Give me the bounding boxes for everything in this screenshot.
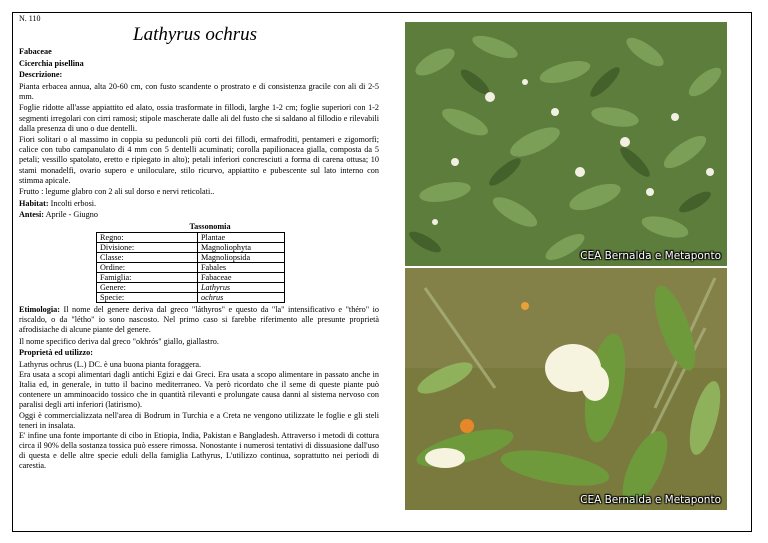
uses-paragraph: Oggi è commercializzata nell'area di Bodrum in Turchia e a Creta ne vengono utilizzate le foglie e gli steli teneri in insalata. bbox=[19, 410, 379, 430]
bloom-line bbox=[19, 210, 379, 220]
table-row bbox=[97, 253, 285, 263]
description-heading: Descrizione: bbox=[19, 70, 63, 80]
taxonomy-value: Magnoliopsida bbox=[198, 253, 285, 263]
table-row bbox=[97, 233, 285, 243]
taxonomy-value: Magnoliophyta bbox=[198, 243, 285, 253]
taxonomy-rank: Famiglia: bbox=[97, 273, 198, 283]
uses-paragraph: E' infine una fonte importante di cibo in Etiopia, India, Pakistan e Bangladesh. Attraverso i metodi di cottura circa il 90% della sostanza tossica può essere rimossa. Nonostante i numerosi tentativi di dissuasione dall'uso di questa e delle altre specie eduli della famiglia Lathyrus, L'utilizzo continua, soprattutto nei periodi di carestia. bbox=[19, 430, 379, 470]
photo-credit: CEA Bernalda e Metaponto bbox=[580, 494, 721, 506]
etymology-text: Il nome del genere deriva dal greco "láthyros" e questo da "la" intensificativo e "théro" io riscaldo, o da "létho" io sono nascosto. Nel primo caso si farebbe riferimento alle presunte proprietà afrodisiache di alcune piante del genere. bbox=[19, 305, 379, 335]
habitat-value: Incolti erbosi. bbox=[50, 198, 97, 208]
taxonomy-value: Fabales bbox=[198, 263, 285, 273]
bloom-label: Antesi: bbox=[19, 210, 45, 220]
table-row bbox=[97, 263, 285, 273]
taxonomy-rank: Regno: bbox=[97, 233, 198, 243]
taxonomy-value: Plantae bbox=[198, 233, 285, 243]
etymology-label: Etimologia: bbox=[19, 305, 60, 315]
photo-credit: CEA Bernalda e Metaponto bbox=[580, 250, 721, 262]
taxonomy-rank: Classe: bbox=[97, 253, 198, 263]
species-title: Lathyrus ochrus bbox=[133, 24, 258, 45]
taxonomy-title: Tassonomia bbox=[189, 222, 231, 231]
habitat-line bbox=[19, 199, 379, 209]
etymology-line bbox=[19, 305, 379, 335]
description-paragraph: Pianta erbacea annua, alta 20-60 cm, con fusto scandente o prostrato e di consistenza gracile con ali di 2-5 mm. bbox=[19, 81, 379, 101]
etymology-paragraph: Il nome specifico deriva dal greco "okhrós" giallo, giallastro. bbox=[19, 336, 219, 346]
taxonomy-rank: Specie: bbox=[97, 293, 198, 303]
taxonomy-value: Lathyrus bbox=[198, 283, 285, 293]
family-name: Fabaceae bbox=[19, 47, 52, 56]
taxonomy-table bbox=[96, 232, 285, 303]
taxonomy-value: Fabaceae bbox=[198, 273, 285, 283]
taxonomy-value: ochrus bbox=[198, 293, 285, 303]
uses-heading: Proprietà ed utilizzo: bbox=[19, 348, 93, 358]
table-row bbox=[97, 293, 285, 303]
habitat-label: Habitat: bbox=[19, 198, 49, 208]
taxonomy-rank: Genere: bbox=[97, 283, 198, 293]
plant-photo-closeup bbox=[405, 268, 727, 510]
uses-paragraph: Lathyrus ochrus (L.) DC. è una buona pianta foraggera. bbox=[19, 360, 202, 370]
fruit-text: Frutto : legume glabro con 2 ali sul dorso e nervi reticolati.. bbox=[19, 187, 215, 197]
uses-paragraph: Era usata a scopi alimentari dagli antichi Egizi e dai Greci. Era usata a scopo alimentare in passato anche in Italia ed, in generale, in tutto il bacino mediterraneo. Va però ricordato che il seme di queste piante può contenere un amminoacido tossico che in quantità rilevanti e prolungate causa danni al sistema nervoso con paralisi degli arti inferiori (latirismo). bbox=[19, 370, 379, 410]
common-name: Cicerchia pisellina bbox=[19, 58, 84, 68]
card-number: N. 110 bbox=[19, 14, 41, 23]
description-paragraph: Fiori solitari o al massimo in coppia su peduncoli più corti dei fillodi, ermafroditi, pentameri e zigomorfi; calice con tubo campanulato di 4 mm con 5 dentelli acuminati; corolla papilionacea gialla, composta da 5 petali; vessillo spatolato, eretto e ripiegato in alto); petali inferiori concresciuti a forma di carena ottusa; 10 stami monadelfi, ovario supero e uniloculare, stilo ricurvo, appiattito e pubescente sul lato interno con stimma apicale. bbox=[19, 135, 379, 185]
table-row bbox=[97, 273, 285, 283]
bloom-value: Aprile - Giugno bbox=[45, 210, 98, 220]
table-row bbox=[97, 283, 285, 293]
table-row bbox=[97, 243, 285, 253]
description-column bbox=[19, 47, 379, 471]
description-paragraph: Foglie ridotte all'asse appiattito ed alato, ossia trasformate in fillodi, larghe 1-2 cm; foglie superiori con 1-2 segmenti irregolari con cirri ramosi; stipole mascherate dalle ali del fusto che si saldano al fillodio e rilevabili dalla presenza di uno o due dentelli. bbox=[19, 103, 379, 133]
taxonomy-rank: Divisione: bbox=[97, 243, 198, 253]
plant-photo-field bbox=[405, 22, 727, 266]
taxonomy-rank: Ordine: bbox=[97, 263, 198, 273]
